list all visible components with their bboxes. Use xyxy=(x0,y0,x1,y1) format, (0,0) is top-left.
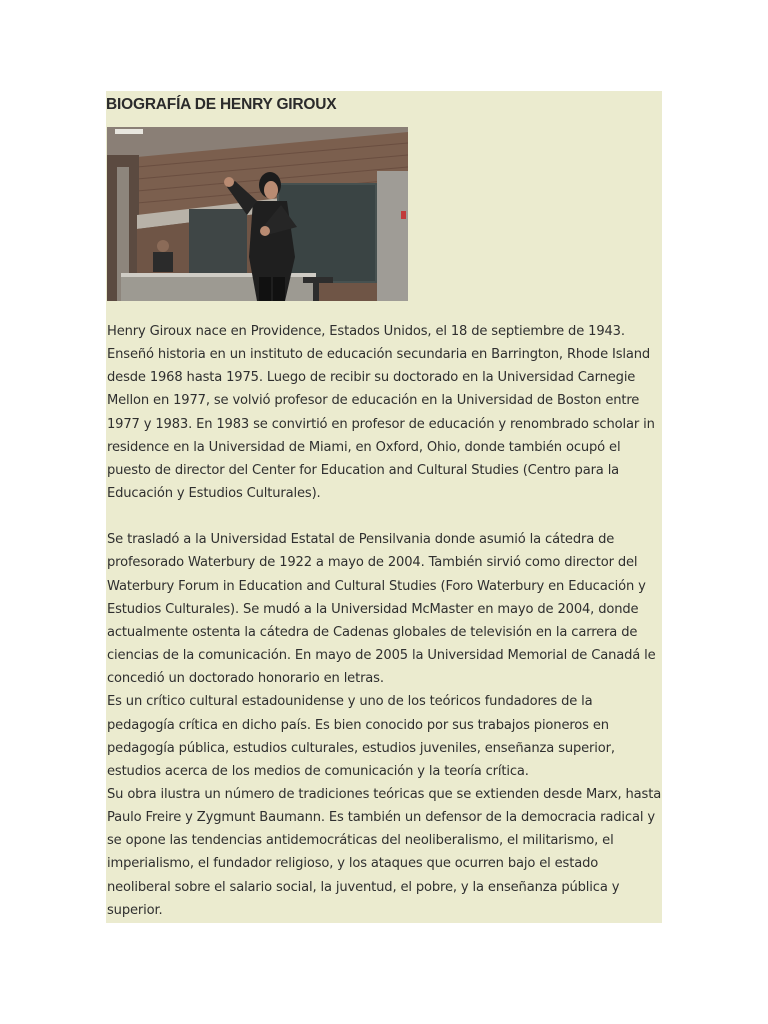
lecture-hall-photo xyxy=(107,127,408,301)
page-title: BIOGRAFÍA DE HENRY GIROUX xyxy=(106,96,337,113)
paragraph-1: Henry Giroux nace en Providence, Estados Unidos, el 18 de septiembre de 1943. Enseñó historia en un instituto de educación secundaria en Barrington, Rhode Island desde 1968 hasta 1975. Luego de recibir su doctorado en la Universidad Carnegie Mellon en 1977, se volvió profesor de educación en la Universidad de Boston entre 1977 y 1983. En 1983 se convirtió en profesor de educación y renombrado scholar in residence en la Universidad de Miami, en Oxford, Ohio, donde también ocupó el puesto de director del Center for Education and Cultural Studies (Centro para la Educación y Estudios Culturales). xyxy=(107,324,655,502)
article-body xyxy=(107,320,663,922)
paragraph-3: Es un crítico cultural estadounidense y uno de los teóricos fundadores de la pedagogía crítica en dicho país. Es bien conocido por sus trabajos pioneros en pedagogía pública, estudios culturales, estudios juveniles, enseñanza superior, estudios acerca de los medios de comunicación y la teoría crítica. xyxy=(107,694,615,779)
paragraph-4: Su obra ilustra un número de tradiciones teóricas que se extienden desde Marx, hasta Paulo Freire y Zygmunt Baumann. Es también un defensor de la democracia radical y se opone las tendencias antidemocráticas del neoliberalismo, el militarismo, el imperialismo, el fundador religioso, y los ataques que ocurren bajo el estado neoliberal sobre el salario social, la juventud, el pobre, y la enseñanza pública y superior. xyxy=(107,786,662,918)
paragraph-2: Se trasladó a la Universidad Estatal de Pensilvania donde asumió la cátedra de profesorado Waterbury de 1922 a mayo de 2004. También sirvió como director del Waterbury Forum in Education and Cultural Studies (Foro Waterbury en Educación y Estudios Culturales). Se mudó a la Universidad McMaster en mayo de 2004, donde actualmente ostenta la cátedra de Cadenas globales de televisión en la carrera de ciencias de la comunicación. En mayo de 2005 la Universidad Memorial de Canadá le concedió un doctorado honorario en letras. xyxy=(107,532,656,687)
